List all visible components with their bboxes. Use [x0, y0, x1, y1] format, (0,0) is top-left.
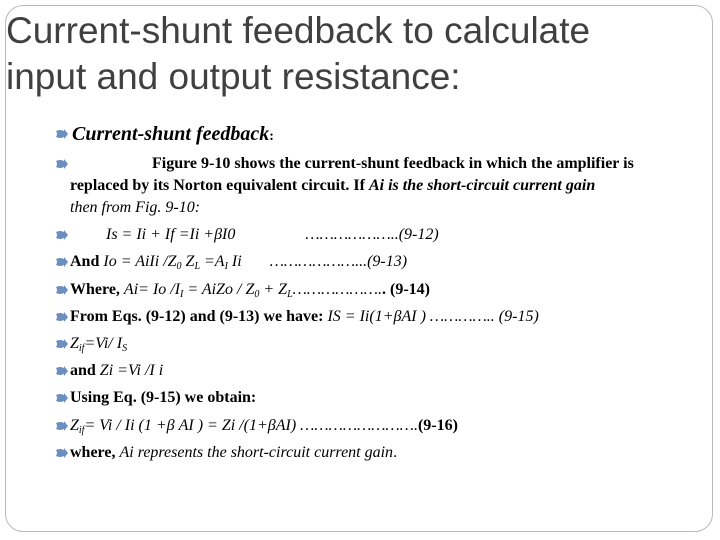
para-line-1: Figure 9-10 shows the current-shunt feedback in which the amplifier is [152, 155, 634, 172]
slide-title [6, 8, 706, 100]
eq4-lead: From Eqs. (9-12) and (9-13) we have: [70, 308, 324, 325]
eq5-expr-a: Z [70, 335, 79, 352]
eq3-expr-b: = AiZo / Z [187, 281, 255, 298]
heading-text: Current-shunt feedback [72, 123, 270, 145]
eq2-ref: ..(9-13) [359, 253, 408, 270]
eq3-ref: . (9-14) [381, 281, 430, 298]
arrow-bullet-icon [55, 312, 69, 322]
eq2-expr-d: Ii [231, 253, 242, 270]
using-eq-line: Using Eq. (9-15) we obtain: [70, 389, 257, 406]
eq3-lead: Where, [70, 281, 120, 298]
eq4-dots: ………….. [429, 308, 495, 325]
eq8-ref: (9-16) [417, 417, 458, 434]
para-line-2-italic: Ai is the short-circuit current gain [368, 177, 596, 194]
arrow-bullet-icon [55, 339, 69, 349]
para-line-2-text: replaced by its Norton equivalent circuit. If [70, 177, 365, 194]
arrow-bullet-icon [55, 257, 69, 267]
eq4-ref: (9-15) [498, 308, 539, 325]
eq6-expr: Zi =Vi /I i [99, 362, 164, 379]
eq9-lead: where, [70, 444, 116, 461]
eq8-sub-if: if [78, 425, 85, 436]
eq2-sub-0: 0 [176, 261, 182, 272]
arrow-bullet-icon [55, 448, 69, 458]
title-line-2: input and output resistance: [6, 56, 461, 97]
closing-line [70, 442, 397, 464]
eq9-end: . [393, 444, 398, 461]
eq1-dots: ……………….. [305, 226, 399, 243]
eq4-expr: IS = Ii(1+βAI ) [327, 308, 426, 325]
equation-9-16 [70, 415, 458, 437]
eq8-expr-b: = Vi / Ii (1 +β AI ) = Zi /(1+βAI) [84, 417, 297, 434]
eq3-dots: ………………. [292, 281, 382, 298]
eq2-expr-c: =A [204, 253, 225, 270]
eq2-sub-l: L [194, 261, 200, 272]
eq2-sub-i: I [224, 261, 228, 272]
eq3-sub-l: L [287, 289, 293, 300]
arrow-bullet-icon [55, 230, 69, 240]
equation-9-15 [70, 306, 539, 328]
equation-9-13 [70, 251, 407, 273]
eq3-sub-0: 0 [254, 289, 260, 300]
para-line-2 [70, 175, 595, 197]
eq5-sub-if: if [78, 343, 85, 354]
eq9-italic: Ai represents the short-circuit current gain [119, 444, 394, 461]
para-line-3: then from Fig. 9-10: [70, 199, 201, 216]
eq2-expr-a: Io = AiIi /Z [103, 253, 177, 270]
arrow-bullet-icon [55, 393, 69, 403]
eq2-dots: ………………. [269, 253, 360, 270]
eq2-expr-b: Z [185, 253, 195, 270]
eq3-sub-i: I [180, 289, 184, 300]
eq1-expr: Is = Ii + If =Ii +βI0 [106, 226, 236, 243]
eq5-sub-s: S [122, 343, 128, 354]
title-line-1: Current-shunt feedback to calculate [6, 10, 591, 51]
arrow-bullet-icon [55, 366, 69, 376]
arrow-bullet-icon [55, 129, 69, 139]
eq5-expr-b: =Vi/ I [84, 335, 123, 352]
arrow-bullet-icon [55, 285, 69, 295]
arrow-bullet-icon [55, 159, 69, 169]
eq3-expr-c: + Z [263, 281, 288, 298]
equation-9-12 [106, 224, 439, 246]
arrow-bullet-icon [55, 421, 69, 431]
eq8-dots: ……………………. [300, 417, 418, 434]
eq2-lead: And [70, 253, 100, 270]
heading-colon: : [269, 129, 274, 144]
equation-9-14 [70, 279, 430, 301]
equation-zi [70, 360, 163, 382]
section-heading [72, 121, 274, 150]
equation-zif [70, 333, 127, 355]
eq3-expr-a: Ai= Io /I [123, 281, 181, 298]
eq6-lead: and [70, 362, 96, 379]
eq8-expr-a: Z [70, 417, 79, 434]
eq1-ref: (9-12) [398, 226, 439, 243]
